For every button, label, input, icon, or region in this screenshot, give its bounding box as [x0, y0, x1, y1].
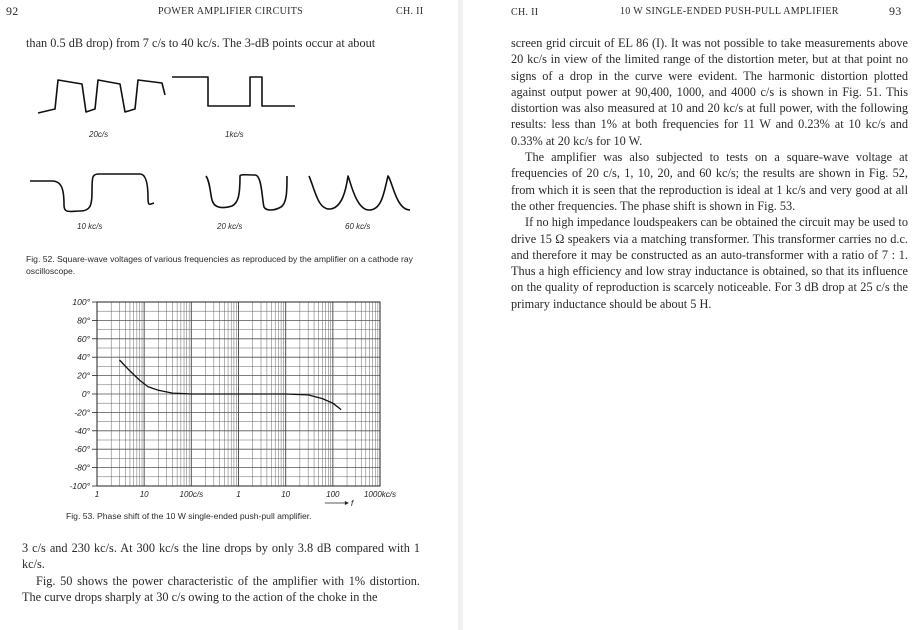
paragraph-1: screen grid circuit of EL 86 (I). It was not possible to take measurements above 20 kc/s in view of the limited range of the distortion meter, but at that point no signs of a drop in the curve were evident. The harmonic distortion plotted against output power at 90,400, 1000, and 4000 c/s is shown in Fig. 51. This distortion was also measured at 10 and 20 kc/s at full power, with the following results: less than 1% at both frequencies for 11 W and 0.23% at 10 kc/s and 0.33% at 20 kc/s for 10 W. [511, 36, 908, 148]
wave-label-10kcs: 10 kc/s [77, 222, 103, 231]
bottom-paragraph-2: Fig. 50 shows the power characteristic of the amplifier with 1% distortion. The curve drops sharply at 30 c/s owing to the action of the choke in the [22, 573, 420, 604]
x-tick-label: 1 [236, 490, 241, 499]
left-page [0, 0, 458, 630]
right-body-text [511, 35, 908, 312]
y-tick-label: -40° [74, 425, 90, 436]
wave-label-20cs: 20c/s [89, 130, 109, 139]
y-tick-label: -20° [74, 407, 90, 418]
chapter-label: CH. II [396, 6, 424, 17]
running-head: POWER AMPLIFIER CIRCUITS [158, 6, 303, 17]
y-tick-label: 60° [77, 333, 90, 344]
right-page [463, 0, 920, 630]
y-tick-label: 40° [77, 352, 90, 363]
y-tick-label: 100° [72, 297, 90, 307]
y-tick-label: -100° [69, 481, 90, 491]
y-tick-labels [70, 297, 97, 491]
y-tick-label: -80° [74, 462, 90, 473]
y-tick-label: 0° [81, 389, 90, 399]
y-tick-label: 20° [77, 370, 90, 381]
wave-label-20kcs: 20 kc/s [217, 222, 243, 231]
x-tick-label: 10 [139, 490, 149, 499]
fig53-caption: Fig. 53. Phase shift of the 10 W single-ended push-pull amplifier. [66, 511, 312, 521]
page-number: 92 [6, 4, 19, 18]
fig52-caption: Fig. 52. Square-wave voltages of various frequencies as reproduced by the amplifier on a cathode ray oscilloscope. [26, 254, 413, 276]
page-number: 93 [889, 4, 902, 18]
fig53-phase-chart [0, 0, 458, 510]
x-tick-label: 100 [326, 490, 340, 499]
bottom-text [22, 540, 420, 605]
wave-label-60kcs: 60 kc/s [345, 222, 371, 231]
paragraph-2: The amplifier was also subjected to tests on a square-wave voltage at frequencies of 20 c/s, 1, 10, 20, and 60 kc/s; the results are shown in Fig. 52, from which it is seen that the reproduction is ideal at 1 kc/s and very good at all the other frequencies. The phase shift is shown in Fig. 53. [511, 150, 908, 213]
x-axis-label: f [350, 498, 354, 508]
x-tick-label: 10 [281, 490, 291, 499]
top-line: than 0.5 dB drop) from 7 c/s to 40 kc/s. The 3-dB points occur at about [26, 36, 376, 50]
running-head: 10 W SINGLE-ENDED PUSH-PULL AMPLIFIER [620, 6, 839, 17]
x-tick-label: 1000kc/s [363, 490, 397, 499]
x-tick-label: 1 [94, 490, 100, 499]
x-axis-arrowhead [345, 501, 349, 505]
x-axis-label-layer [325, 498, 355, 508]
y-tick-label: -60° [74, 444, 90, 455]
x-tick-label: 100c/s [179, 490, 204, 499]
chapter-label: CH. II [511, 7, 539, 18]
paragraph-3: If no high impedance loudspeakers can be obtained the circuit may be used to drive 15 Ω speakers via a matching transformer. This transformer carries no d.c. and therefore it may be constructed as an auto-transformer with a ratio of 7 : 1. Thus a high efficiency and low stray inductance is obtained, so that its influence on the quality of reproduction is scarcely noticeable. For 3 dB drop at 25 c/s the primary inductance should be about 5 H. [511, 215, 908, 311]
wave-label-1kcs: 1kc/s [225, 130, 244, 139]
bottom-paragraph-1: 3 c/s and 230 kc/s. At 300 kc/s the line drops by only 3.8 dB compared with 1 kc/s. [22, 541, 420, 572]
y-tick-label: 80° [77, 315, 90, 326]
